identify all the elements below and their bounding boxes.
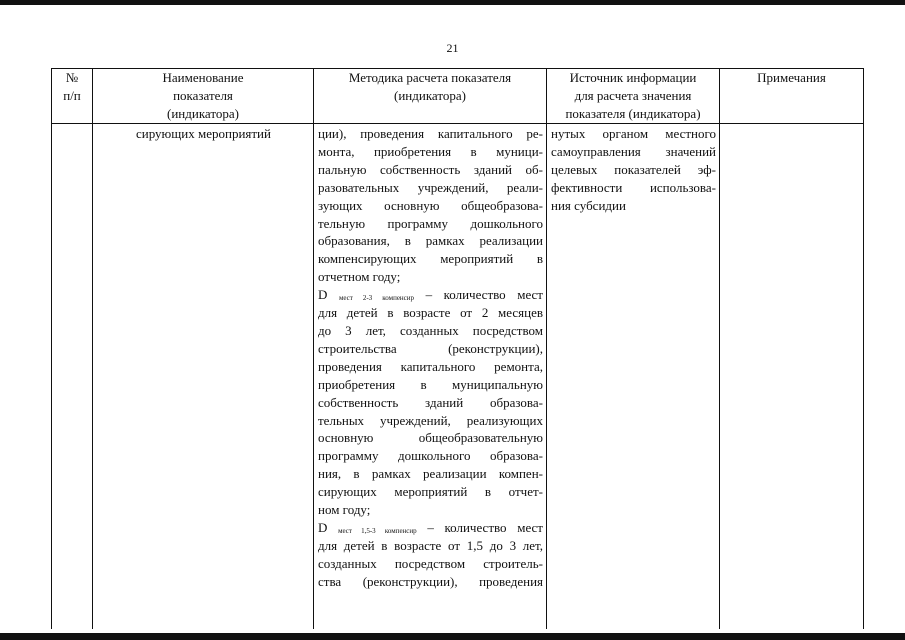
method-variable-line xyxy=(318,286,543,304)
source-line: самоуправления значений xyxy=(551,143,716,159)
method-variable-line xyxy=(318,519,543,537)
indicator-table xyxy=(51,68,864,629)
cell-calculation-method xyxy=(314,124,547,629)
variable-definition: – количество мест xyxy=(414,287,543,303)
header-number: № п/п xyxy=(52,69,93,124)
source-line: целевых показателей эф- xyxy=(551,161,716,177)
method-line: зующих основную общеобразова- xyxy=(318,197,543,213)
page-number: 21 xyxy=(446,41,459,55)
method-line: основную общеобразовательную xyxy=(318,430,543,446)
table-header-row xyxy=(52,69,864,124)
method-line: ции), проведения капитального ре- xyxy=(318,126,543,141)
method-line: ния, в рамках реализации компен- xyxy=(318,466,543,482)
method-line: программу дошкольного образова- xyxy=(318,448,543,464)
method-line: проведения капитального ремонта, xyxy=(318,358,543,374)
method-line: ства (реконструкции), проведения xyxy=(318,573,543,589)
cell-information-source xyxy=(547,124,720,629)
header-notes: Примечания xyxy=(720,69,864,124)
cell-number xyxy=(52,124,93,629)
scan-border-top xyxy=(0,0,905,5)
method-line: строительства (реконструкции), xyxy=(318,340,543,356)
variable-definition: – количество мест xyxy=(416,519,543,535)
method-line: приобретения в муниципальную xyxy=(318,376,543,392)
cell-notes xyxy=(720,124,864,629)
method-line: отчетном году; xyxy=(318,269,401,285)
method-line: тельную программу дошкольного xyxy=(318,215,543,231)
method-line: ном году; xyxy=(318,502,371,518)
method-line: для детей в возрасте от 1,5 до 3 лет, xyxy=(318,537,543,553)
method-line: пальную собственность зданий об- xyxy=(318,161,543,177)
variable-symbol: D xyxy=(318,287,328,303)
variable-subscript: мест 2-3 компенсир xyxy=(338,294,415,303)
method-line: созданных посредством строитель- xyxy=(318,555,543,571)
method-line: собственность зданий образова- xyxy=(318,394,543,410)
source-line: нутых органом местного xyxy=(551,126,716,141)
variable-symbol: D xyxy=(318,519,328,535)
source-line: ния субсидии xyxy=(551,197,626,213)
scan-border-bottom xyxy=(0,633,905,640)
source-line: фективности использова- xyxy=(551,179,716,195)
method-line: до 3 лет, созданных посредством xyxy=(318,322,543,338)
indicator-name-text: сирующих мероприятий xyxy=(136,126,271,141)
method-line: для детей в возрасте от 2 месяцев xyxy=(318,305,543,321)
table-row xyxy=(52,124,864,629)
cell-indicator-name xyxy=(93,124,314,629)
header-indicator-name: Наименование показателя (индикатора) xyxy=(93,69,314,124)
method-line: монта, приобретения в муници- xyxy=(318,143,543,159)
method-line: сирующих мероприятий в отчет- xyxy=(318,484,543,500)
header-calculation-method: Методика расчета показателя (индикатора) xyxy=(314,69,547,124)
method-line: образования, в рамках реализации xyxy=(318,233,543,249)
variable-subscript: мест 1,5-3 компенсир xyxy=(338,526,417,535)
method-line: компенсирующих мероприятий в xyxy=(318,251,543,267)
method-line: тельных учреждений, реализующих xyxy=(318,412,543,428)
header-information-source: Источник информации для расчета значения показателя (индикатора) xyxy=(547,69,720,124)
method-line: разовательных учреждений, реали- xyxy=(318,179,543,195)
